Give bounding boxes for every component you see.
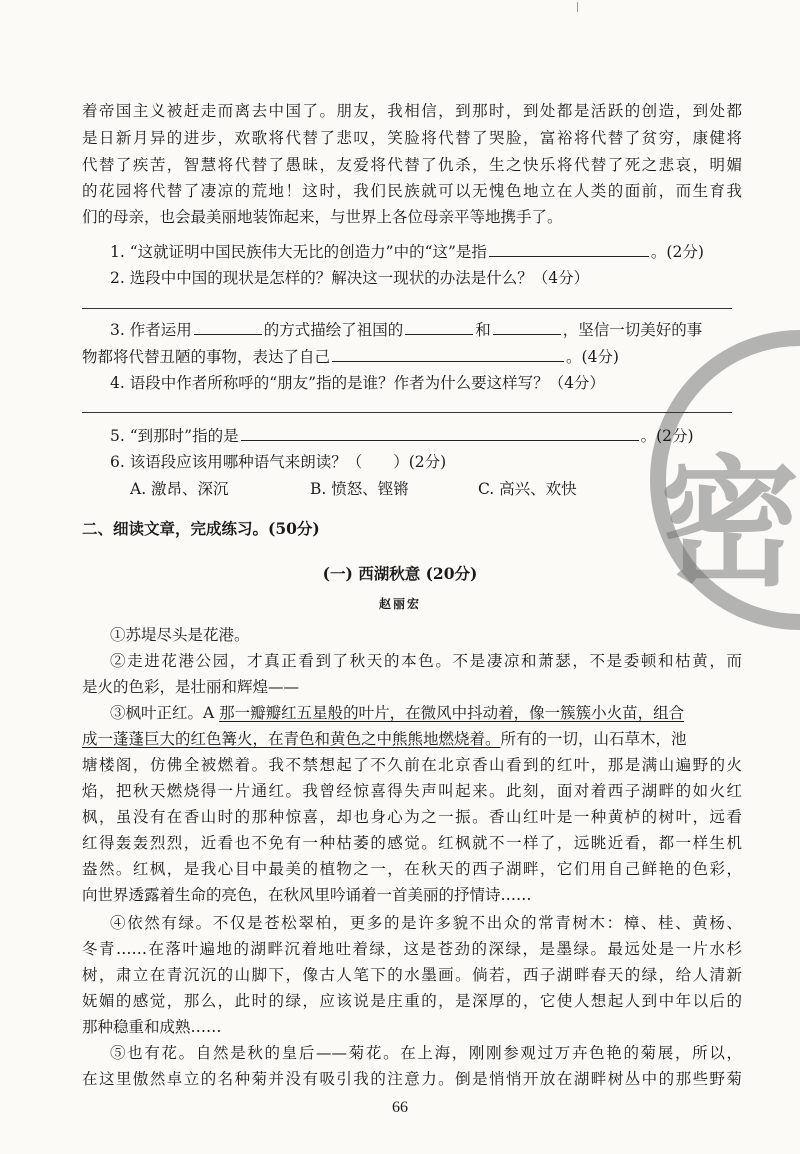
question-3-text-d: ，坚信一切美好的事 <box>562 321 703 339</box>
question-3-score: 。(4分) <box>566 348 619 366</box>
answer-blank-q3-1[interactable] <box>194 318 262 335</box>
question-1-text: 1. “这就证明中国民族伟大无比的创造力”中的“这”是指 <box>110 243 487 261</box>
question-5 <box>110 424 750 447</box>
option-b[interactable]: B. 愤怒、铿锵 <box>310 480 409 498</box>
paragraph-2-line: ②走进花港公园，才真正看到了秋天的本色。不是凄凉和萧瑟，不是委顿和枯黄，而 <box>110 652 742 670</box>
page-number: 66 <box>392 1099 408 1116</box>
paragraph-3-line: 盎然。红枫，是我心目中最美的植物之一，在秋天的西子湖畔，它们用自己鲜艳的色彩， <box>82 860 742 878</box>
answer-blank-q1[interactable] <box>489 240 649 257</box>
answer-blank-q5[interactable] <box>241 424 639 441</box>
paragraph-4-line: 妩媚的感觉，那么，此时的绿，应该说是庄重的，是深厚的，它使人想起人到中年以后的 <box>82 992 742 1010</box>
question-3-text-b: 的方式描绘了祖国的 <box>263 321 404 339</box>
question-3-text-e: 物都将代替丑陋的事物，表达了自己 <box>82 348 331 366</box>
paragraph-3-line <box>110 702 750 724</box>
paragraph-3-line: 枫，虽没有在香山时的那种惊喜，却也身心为之一振。香山红叶是一种黄栌的树叶，远看 <box>82 808 742 826</box>
question-3-text-c: 和 <box>475 321 491 339</box>
question-3-line-2 <box>82 345 742 368</box>
scan-mark <box>577 2 578 12</box>
question-1-score: 。(2分) <box>650 243 704 261</box>
paragraph-4-line: 树，肃立在青沉沉的山脚下，像古人笔下的水墨画。倘若，西子湖畔春天的绿，给人清新 <box>82 966 742 984</box>
answer-blank-q3-2[interactable] <box>405 318 473 335</box>
answer-blank-q3-3[interactable] <box>493 318 561 335</box>
question-5-text: 5. “到那时”指的是 <box>110 427 239 445</box>
paragraph-2-line: 是火的色彩，是壮丽和辉煌—— <box>82 678 300 696</box>
question-4: 4. 语段中作者所称呼的“朋友”指的是谁？作者为什么要这样写？（4分） <box>110 374 605 392</box>
paragraph-4-line: 冬青……在落叶遍地的湖畔沉着地吐着绿，这是苍劲的深绿，是墨绿。最远处是一片水杉 <box>82 940 742 958</box>
passage-line: 们的母亲，也会最美丽地装饰起来，与世界上各位母亲平等地携手了。 <box>82 208 563 226</box>
underlined-sentence-a: 那一瓣瓣红五星般的叶片，在微风中抖动着，像一簇簇小火苗，组合 <box>219 704 685 722</box>
article-title: (一) 西湖秋意 (20分) <box>322 564 478 583</box>
paragraph-4-line: 那种稳重和成熟…… <box>82 1018 222 1036</box>
passage-line: 代替了疾苦，智慧将代替了愚昧，友爱将代替了仇杀，生之快乐将代替了死之悲哀，明媚 <box>82 156 742 174</box>
question-1 <box>110 240 750 263</box>
paragraph-4-line: ④依然有绿。不仅是苍松翠柏，更多的是许多貌不出众的常青树木：樟、桂、黄杨、 <box>110 914 742 932</box>
paragraph-5-line: 在这里傲然卓立的名种菊并没有吸引我的注意力。倒是悄悄开放在湖畔树丛中的那些野菊 <box>82 1070 742 1088</box>
paragraph-5-line: ⑤也有花。自然是秋的皇后——菊花。在上海，刚刚参观过万卉色艳的菊展，所以， <box>110 1044 742 1062</box>
answer-line-q4[interactable] <box>82 412 732 413</box>
paragraph-1: ①苏堤尽头是花港。 <box>110 626 250 644</box>
question-3-text-a: 3. 作者运用 <box>110 321 192 339</box>
paragraph-3-lead: ③枫叶正红。A <box>110 704 220 722</box>
section-2-title: 二、细读文章，完成练习。(50分) <box>82 519 320 538</box>
question-3 <box>110 318 750 341</box>
option-a[interactable]: A. 激昂、深沉 <box>130 480 229 498</box>
confidential-stamp-char: 密 <box>660 443 800 606</box>
paragraph-3-line <box>82 728 742 750</box>
paragraph-3-line: 塘楼阁，仿佛全被燃着。我不禁想起了不久前在北京香山看到的红叶，那是满山遍野的火 <box>82 756 742 774</box>
answer-blank-q3-4[interactable] <box>332 345 564 362</box>
paragraph-3-line: 向世界透露着生命的亮色，在秋风里吟诵着一首美丽的抒情诗…… <box>82 886 532 904</box>
answer-line-q2[interactable] <box>82 308 732 309</box>
paragraph-3-line: 焰，把秋天燃烧得一片通红。我曾经惊喜得失声叫起来。此刻，面对着西子湖畔的如火红 <box>82 782 742 800</box>
question-6: 6. 该语段应该用哪种语气来朗读？（ ）(2分) <box>110 453 447 471</box>
question-2: 2. 选段中中国的现状是怎样的？解决这一现状的办法是什么？（4分） <box>110 269 590 287</box>
article-author: 赵丽宏 <box>378 597 421 611</box>
passage-line: 是日新月异的进步，欢歌将代替了悲叹，笑脸将代替了哭脸，富裕将代替了贫穷，康健将 <box>82 129 742 147</box>
passage-line: 的花园将代替了凄凉的荒地！这时，我们民族就可以无愧色地立在人类的面前，而生育我 <box>82 182 742 200</box>
paragraph-3-line: 红得轰轰烈烈，近看也不免有一种枯萎的感觉。红枫就不一样了，远眺近看，都一样生机 <box>82 834 742 852</box>
paragraph-3-text: 所有的一切，山石草木，池 <box>500 730 687 748</box>
question-5-score: 。(2分) <box>640 427 694 445</box>
underlined-sentence-a-cont: 成一蓬蓬巨大的红色篝火，在青色和黄色之中熊熊地燃烧着。 <box>82 730 501 748</box>
option-c[interactable]: C. 高兴、欢快 <box>478 480 577 498</box>
passage-line: 着帝国主义被赶走而离去中国了。朋友，我相信，到那时，到处都是活跃的创造，到处都 <box>82 102 742 120</box>
